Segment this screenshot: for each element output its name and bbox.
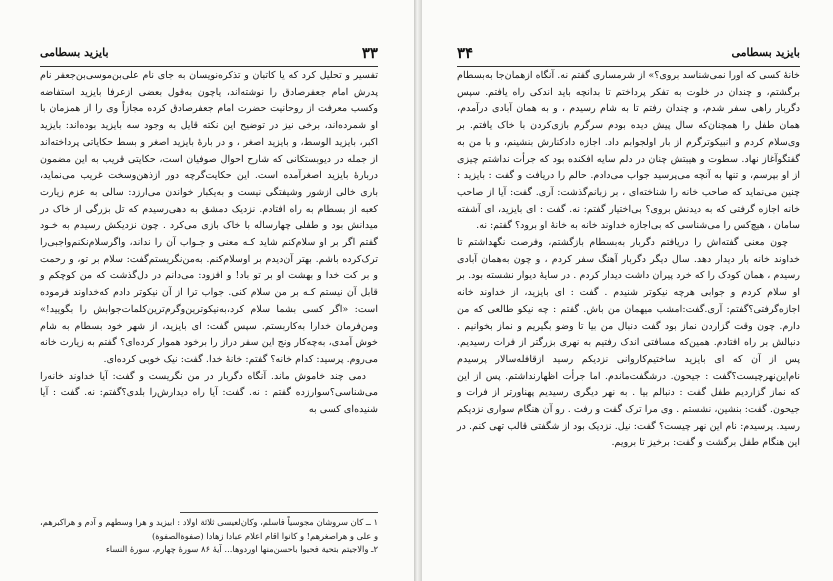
header-rule (457, 66, 800, 67)
paragraph: تفسیر و تحلیل کرد که یا کاتبان و تذکره‌نویسان به جای نام علی‌بن‌موسی‌بن‌جعفر نام پدرش امام جعفرصادق را نوشته‌اند، یاچون به‌قول بعضی ازعرفا بایزید استفاضه وکسب معرفت از روحانیت حضرت امام جعفرصادق کرده مجازاً وی را از همزمان با او شمرده‌اند، برخی نیز در توضیح این نکته قایل به وجود سه بایزید بوده‌اند: بایزید اکبر، بایزید الوسط، و بایزید اصغر ، و در بارهٔ بایزید اصغر و بسط حکایاتی پرداخته‌اند از جمله در دیوبستکانی که شارح احوال صوفیان است، حکایتی قریب به این مضمون دربارهٔ بایزید اصغرآمده است. این حکایت‌گرچه دور ازذهن‌وسخت غریب می‌نماید، باری خالی ازشور وشیفتگی نیست و به‌یکبار خواندن می‌ارزد: سالی به عزم زیارت کعبه از بسطام به راه افتادم. نزدیک دمشق به دهی‌رسیدم که تل بزرگی از خاک در میدانش بود و طفلی چهارساله با خاک بازی می‌کرد . چون نزدیکش رسیدم به خـود گفتم اگر بر او سلام‌کنم شاید کـه معنی و جـواب آن را نداند، واگرسلام‌نکنم‌واجبی‌را ترک‌کرده باشم. بهتر آن‌دیدم بر اوسلام‌کنم. به‌من‌نگریستم‌گفت: سلام‌ بر تو، و رحمت و بر کت خدا و بهشت او بر تو باد! و افزود: می‌دانم در دل‌گذشت که من کوچکم و قابل آن نیستم کـه بر من سلام کنی. جواب ترا از آن نیکوتر دادم که‌خداوند فرموده است: «اگر کسی بشما سلام کرد،به‌نیکوترین‌وگرم‌ترین‌کلمات‌جوابش را بگویید!» ومن‌فرمان خدارا به‌کاربستم. سپس گفت: ای بایزید، از شهر خود بسطام به شام خوش آمدی، به‌چه‌کار ونج این سفر دراز را برخود هموار کرده‌ای؟ گفتم به زیارت خانه می‌روم. پرسید: کدام خانه؟ گفتم: خانهٔ خدا. گفت: نیک خوبی کرده‌ای. (40, 70, 378, 365)
book-gutter (414, 0, 422, 581)
paragraph: خانهٔ کسی که اورا نمی‌شناسد بروی؟» از شرمساری گفتم نه. آنگاه ازهمان‌جا به‌بسطام برگشتم، و چندان در خلوت به تفکر پرداختم تا بدانچه باید اندکی راه یافتم. سپس دگربار راهی سفر شدم، و چندان رفتم تا به شام رسیدم ، و به همان آبادی درآمدم، همان طفل را همچنان‌که سال پیش دیده بودم سرگرم بازی‌کردن با خاک یافتم. بر وی‌سلام کردم و انبیکوترگرم از بار اولجوابم داد. اجازه دادکنارش بنشینم، و با من به گفتگوآغاز نهاد. سطوت و هیبتش چنان در دلم سایه افکنده بود که جرأت نداشتم چیزی از او بپرسم، و تنها به آنچه می‌پرسید جواب می‌دادم. حالم را دریافت و گفت : بایزید : چنین می‌نماید که صاحب خانه را شناخته‌ای ، بر زبانم‌گذشت: آری. گفت: آیا از صاحب خانه اجازه گرفتی که به دیدنش بروی؟ بی‌اختیار گفتم: نه. گفت : ای بایزید، ای آشفته سامان ، هیچ‌کس را می‌شناسی که بی‌اجازه خداوند خانه به خانهٔ او برود؟ گفتم: نه. (457, 70, 800, 232)
footnote-rule (180, 512, 378, 513)
body-text (457, 68, 800, 452)
paragraph: چون معنی گفته‌اش را دریافتم دگربار به‌بسطام بازگشتم، وفرصت نگهداشتم تا خداوند خانه بار دیدار دهد. سال دیگر دگربار آهنگ سفر کردم ، و چون به‌همان آبادی رسیدم ، همان کودک را که خرد پیران داشت دیدار کردم . در سایهٔ دیوار نشسته بود. بر او سلام کردم و جوابی هرچه نیکوتر شنیدم . گفت : ای بایزید، از خداوند خانه اجازه‌گرفتی؟گفتم: آری.گفت:امشب میهمان من باش. گفتم : چه نیکو طالعی که من دارم. چون وقت گزاردن نماز بود گفت دنبال من بیا تا وضو بگیریم و نماز بخوانیم . دنبالش بر راه افتادم. همین‌که مسافتی اندک رفتیم به نهری بزرگتر از فرات رسیدیم. پس از آن که ای بایزید ساختیم‌کاروانی نزدیکم رسید ازقافله‌سالار پرسیدم نام‌این‌نهرچیست؟گفت : جیحون. درشگفت‌ماندم. اما جرأت اظهارنداشتم. پس از این که نماز گزاردیم طفل گفت : دنبالم بیا . به نهر دیگری رسیدیم پهناورتر از فرات و جیحون. گفت: بنشین، نشستم . وی مرا ترک گفت و رفت . رو آن هنگام سواری نزدیکم رسید. پرسیدم: نام این نهر چیست؟ گفت: نیل. نزدیک بود از شگفتی قالب تهی کنم. در این هنگام طفل برگشت و گفت: برخیز تا برویم. (457, 237, 800, 449)
paragraph: دمی چند خاموش ماند. آنگاه دگربار در من نگریست و گفت: آیا خداوند خانه‌را می‌شناسی؟سوارزده گفتم : نه. گفت: آیا راه دیدارش‌را بلدی؟گفتم: نه. گفت : آیا شنیده‌ای کسی به (40, 370, 378, 416)
page-header (457, 44, 800, 66)
header-rule (40, 66, 378, 67)
page-header (40, 44, 378, 66)
running-title: بایزید بسطامی (731, 46, 800, 59)
left-page (0, 0, 414, 581)
right-page (422, 0, 833, 581)
running-title: بایزید بسطامی (40, 46, 109, 59)
footnotes (40, 516, 378, 557)
page-number: ۳۴ (457, 44, 474, 62)
page-number: ۳۳ (361, 44, 378, 62)
footnote: ۱ ــ کان سروشان مجوسیاً فاسلم، وکان‌لعیسی ثلاثة اولاد : ابیزید و هرا وسطهم و آدم و هراکبرهم، و علی و هراصغرهم! و کانوا اقام اعلام عبادا زهادا (صفوةالصفوة) (40, 517, 378, 541)
body-text (40, 68, 378, 419)
footnote: ۲ـ والاجیتم بتحیة فحیوا باحسن‌منها اوردوها... آیهٔ ۸۶ سورهٔ چهارم، سورهٔ النساء (105, 544, 378, 554)
